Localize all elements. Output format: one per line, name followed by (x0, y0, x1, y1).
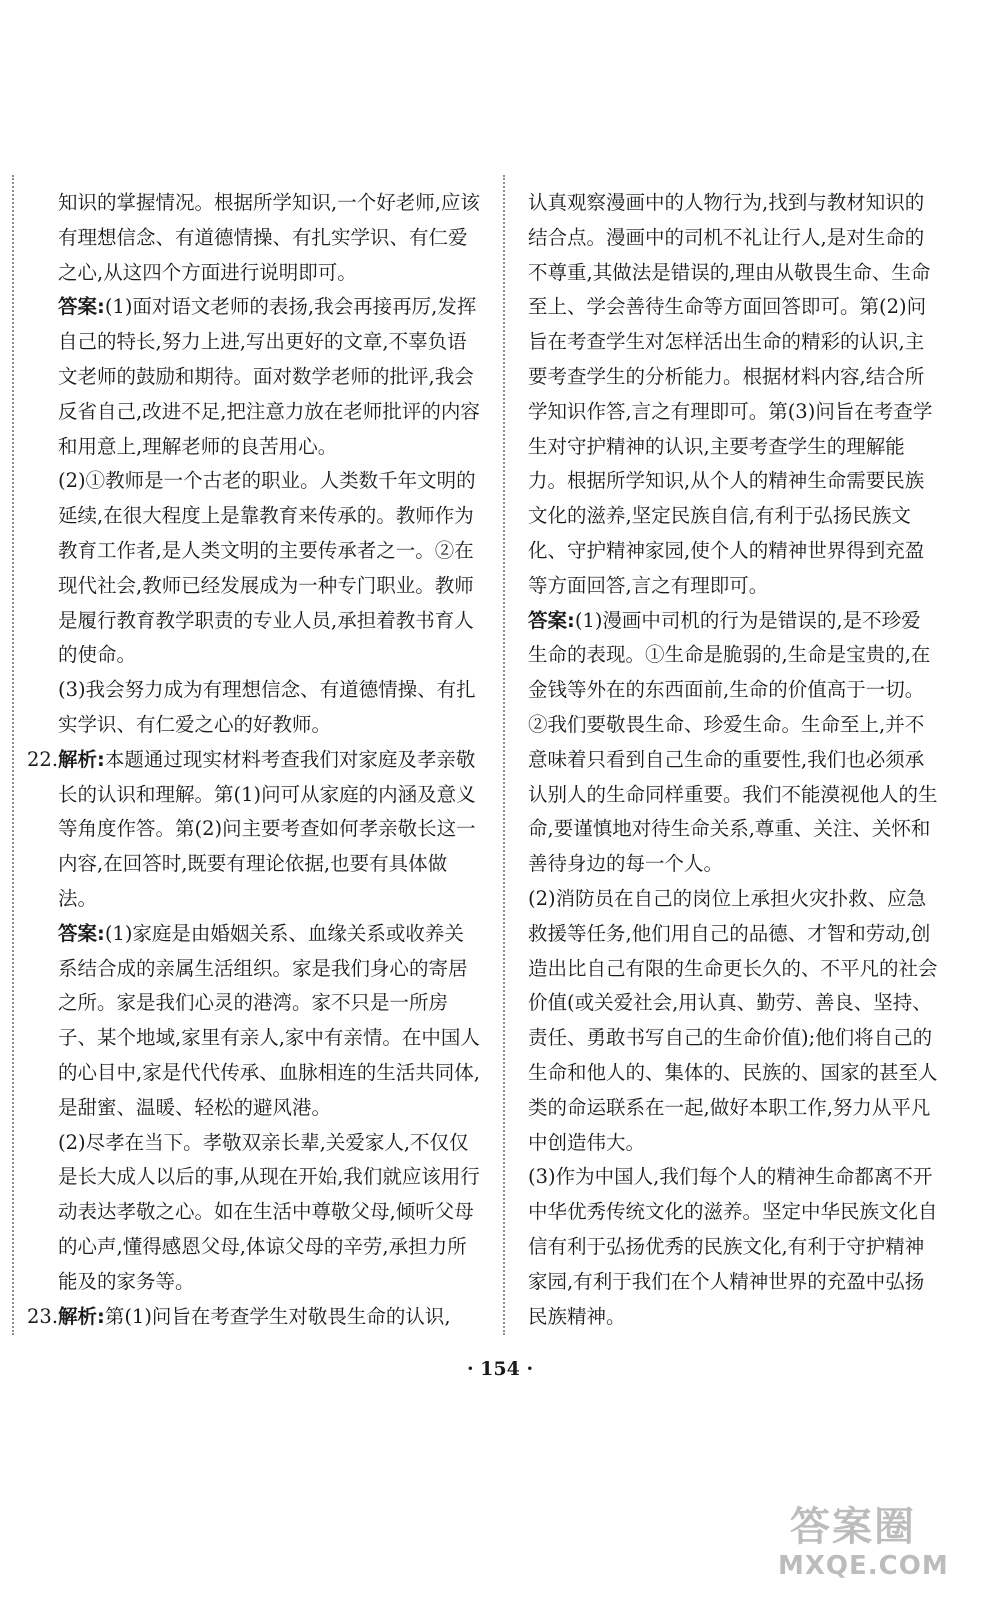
q23-answer-1: 答案:(1)漫画中司机的行为是错误的,是不珍爱生命的表现。①生命是脆弱的,生命是宝贵的,在金钱等外在的东西面前,生命的价值高于一切。②我们要敬畏生命、珍爱生命。生命至上,并不意味着只看到自己生命的重要性,我们也必须承认别人的生命同样重要。我们不能漠视他人的生命,要谨慎地对待生命关系,尊重、关注、关怀和善待身边的每一个人。 (528, 608, 938, 876)
left-margin-dotted-line (12, 175, 14, 1335)
q23-answer-3: (3)作为中国人,我们每个人的精神生命都离不开中华优秀传统文化的滋养。坚定中华民族文化自信有利于弘扬优秀的民族文化,有利于守护精神家园,有利于我们在个人精神世界的充盈中弘扬民族精神。 (528, 1165, 938, 1328)
watermark-logo-text: 答案圈 (790, 1504, 916, 1550)
watermark-logo (760, 1495, 990, 1595)
analysis-label: 解析: (58, 747, 105, 771)
q22-analysis: 22. 解析:本题通过现实材料考查我们对家庭及孝亲敬长的认识和理解。第(1)问可从家庭的内涵及意义等角度作答。第(2)问主要考查如何孝亲敬长这一内容,在回答时,既要有理论依据,也要有具体做法。 (58, 743, 483, 917)
watermark-site: MXQE.COM (778, 1551, 949, 1581)
answer-label: 答案: (58, 295, 105, 319)
question-number: 23. (27, 1304, 59, 1328)
q21-analysis-continuation: 知识的掌握情况。根据所学知识,一个好老师,应该有理想信念、有道德情操、有扎实学识、有仁爱之心,从这四个方面进行说明即可。 (58, 191, 480, 284)
q21-answer-3: (3)我会努力成为有理想信念、有道德情操、有扎实学识、有仁爱之心的好教师。 (58, 678, 476, 736)
answer-label: 答案: (528, 608, 575, 632)
right-column (528, 186, 940, 1334)
left-column (27, 186, 483, 1334)
question-number: 22. (27, 747, 59, 771)
q22-answer-2: (2)尽孝在当下。孝敬双亲长辈,关爱家人,不仅仅是长大成人以后的事,从现在开始,我们就应该用行动表达孝敬之心。如在生活中尊敬父母,倾听父母的心声,懂得感恩父母,体谅父母的辛劳,承担力所能及的家务等。 (58, 1130, 480, 1293)
answer-label: 答案: (58, 921, 105, 945)
q21-answer-1: 答案:(1)面对语文老师的表扬,我会再接再厉,发挥自己的特长,努力上进,写出更好的文章,不辜负语文老师的鼓励和期待。面对数学老师的批评,我会反省自己,改进不足,把注意力放在老师批评的内容和用意上,理解老师的良苦用心。 (58, 295, 480, 458)
q23-analysis-continuation: 认真观察漫画中的人物行为,找到与教材知识的结合点。漫画中的司机不礼让行人,是对生命的不尊重,其做法是错误的,理由从敬畏生命、生命至上、学会善待生命等方面回答即可。第(2)问旨在考查学生对怎样活出生命的精彩的认识,主要考查学生的分析能力。根据材料内容,结合所学知识作答,言之有理即可。第(3)问旨在考查学生对守护精神的认识,主要考查学生的理解能力。根据所学知识,从个人的精神生命需要民族文化的滋养,坚定民族自信,有利于弘扬民族文化、守护精神家园,使个人的精神世界得到充盈等方面回答,言之有理即可。 (528, 191, 933, 597)
center-dotted-divider (503, 175, 505, 1335)
q22-answer-1: 答案:(1)家庭是由婚姻关系、血缘关系或收养关系结合成的亲属生活组织。家是我们身心的寄居之所。家是我们心灵的港湾。家不只是一所房子、某个地域,家里有亲人,家中有亲情。在中国人的心目中,家是代代传承、血脉相连的生活共同体,是甜蜜、温暖、轻松的避风港。 (58, 921, 480, 1119)
analysis-label: 解析: (58, 1304, 105, 1328)
q23-answer-2: (2)消防员在自己的岗位上承担火灾扑救、应急救援等任务,他们用自己的品德、才智和劳动,创造出比自己有限的生命更长久的、不平凡的社会价值(或关爱社会,用认真、勤劳、善良、坚持、责任、勇敢书写自己的生命价值);他们将自己的生命和他人的、集体的、民族的、国家的甚至人类的命运联系在一起,做好本职工作,努力从平凡中创造伟大。 (528, 886, 938, 1154)
page-number: · 154 · (466, 1358, 534, 1380)
q21-answer-2: (2)①教师是一个古老的职业。人类数千年文明的延续,在很大程度上是靠教育来传承的。教师作为教育工作者,是人类文明的主要传承者之一。②在现代社会,教师已经发展成为一种专门职业。教师是履行教育教学职责的专业人员,承担着教书育人的使命。 (58, 469, 476, 667)
q23-analysis-start: 23. 解析:第(1)问旨在考查学生对敬畏生命的认识, (58, 1300, 483, 1335)
